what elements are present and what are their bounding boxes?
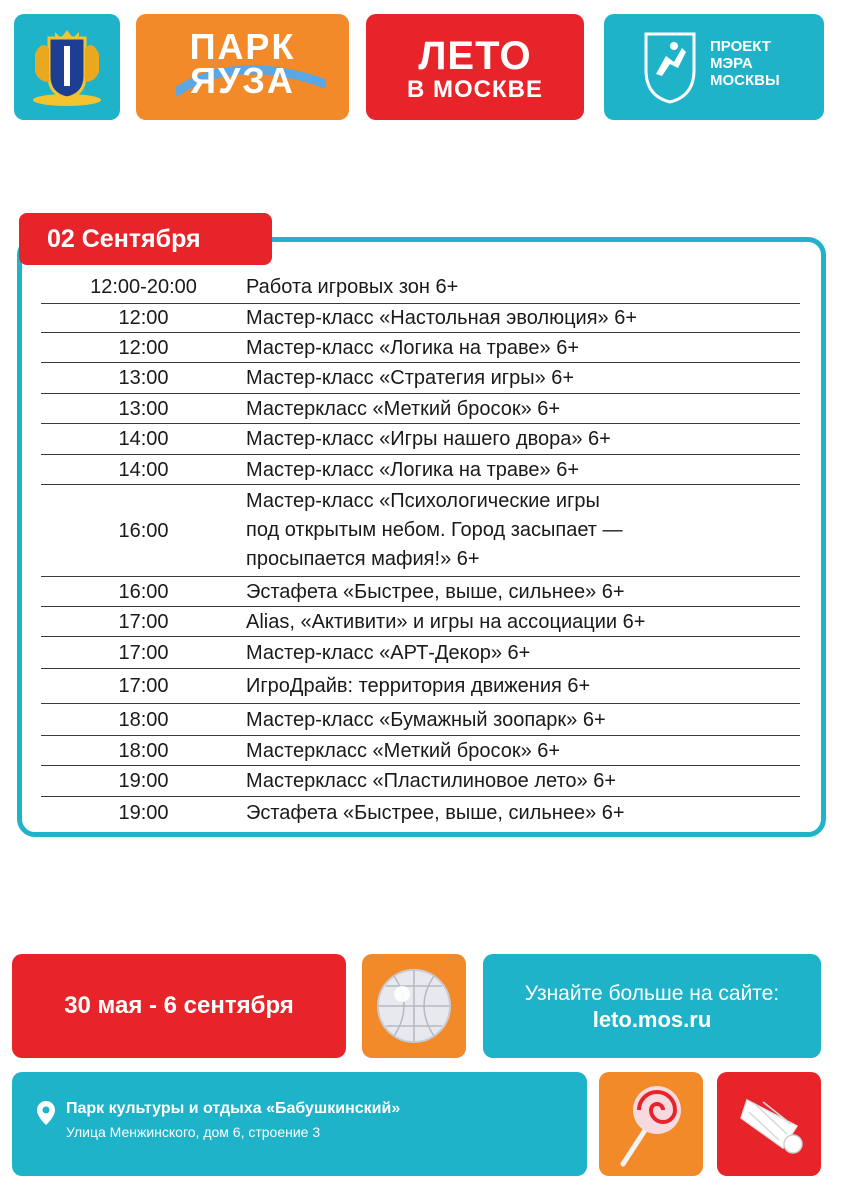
row-event: Эстафета «Быстрее, выше, сильнее» 6+ — [246, 801, 625, 824]
row-event: Работа игровых зон 6+ — [246, 275, 459, 298]
row-time: 17:00 — [118, 610, 169, 633]
schedule-row — [41, 363, 800, 394]
mayor-logo-line-1: ПРОЕКТ — [710, 38, 771, 55]
lollipop-icon — [609, 1080, 693, 1168]
park-logo-line-1: ПАРК — [189, 26, 296, 67]
row-event: Мастер-класс «Бумажный зоопарк» 6+ — [246, 708, 606, 731]
shuttlecock-tile — [717, 1072, 821, 1176]
schedule-row — [41, 766, 800, 797]
mayor-project-logo — [604, 14, 824, 120]
schedule-row — [41, 637, 800, 669]
row-event: Мастеркласс «Меткий бросок» 6+ — [246, 397, 561, 420]
schedule-row — [41, 455, 800, 485]
row-time: 14:00 — [118, 458, 169, 481]
row-time: 12:00 — [118, 336, 169, 359]
website-label: Узнайте больше на сайте: — [524, 982, 780, 1005]
row-event: ИгроДрайв: территория движения 6+ — [246, 675, 591, 697]
schedule-row — [41, 394, 800, 424]
schedule-row — [41, 333, 800, 363]
row-time: 18:00 — [118, 708, 169, 731]
district-logo — [14, 14, 120, 120]
row-time: 14:00 — [118, 428, 169, 450]
row-time: 19:00 — [118, 770, 169, 792]
festival-dates: 30 мая - 6 сентября — [12, 954, 346, 1058]
leto-logo-line-2: В МОСКВЕ — [407, 76, 543, 103]
schedule-row — [41, 704, 800, 736]
schedule-row — [41, 577, 800, 607]
row-event: Мастер-класс «Игры нашего двора» 6+ — [246, 428, 611, 450]
row-event: Мастер-класс «Логика на траве» 6+ — [246, 336, 580, 359]
mayor-logo-line-3: МОСКВЫ — [710, 72, 780, 89]
park-yauza-logo — [136, 14, 349, 120]
mayor-logo-line-2: МЭРА — [710, 55, 753, 72]
website-tile — [483, 954, 821, 1058]
schedule-row — [41, 424, 800, 455]
row-event: Мастер-класс «АРТ-Декор» 6+ — [246, 641, 531, 664]
website-link[interactable]: leto.mos.ru — [592, 1007, 712, 1032]
leto-v-moskve-logo — [366, 14, 584, 120]
schedule-date: 02 Сентября — [19, 213, 272, 265]
shuttlecock-icon — [727, 1082, 811, 1166]
row-time: 16:00 — [118, 580, 169, 603]
row-event: Мастеркласс «Пластилиновое лето» 6+ — [246, 770, 617, 792]
row-event: Эстафета «Быстрее, выше, сильнее» 6+ — [246, 580, 625, 603]
address-street: Улица Менжинского, дом 6, строение 3 — [66, 1124, 321, 1140]
row-event: Мастер-класс «Логика на траве» 6+ — [246, 458, 580, 481]
row-time: 12:00-20:00 — [90, 275, 197, 298]
row-time: 13:00 — [118, 367, 169, 389]
row-event: Мастер-класс «Психологические игры под открытым небом. Город засыпает — просыпается мафия!» 6+ — [246, 490, 623, 570]
park-logo-line-2: ЯУЗА — [190, 60, 295, 101]
schedule-row — [41, 485, 800, 577]
schedule-row — [41, 669, 800, 704]
schedule-row — [41, 304, 800, 333]
disco-ball-tile — [362, 954, 466, 1058]
address-name: Парк культуры и отдыха «Бабушкинский» — [66, 1100, 401, 1117]
address-tile — [12, 1072, 587, 1176]
row-time: 12:00 — [118, 307, 169, 329]
row-time: 18:00 — [118, 739, 169, 762]
lollipop-tile — [599, 1072, 703, 1176]
district-coat-of-arms-icon — [27, 24, 107, 110]
schedule-row — [41, 797, 800, 828]
location-pin-icon — [36, 1100, 56, 1126]
row-time: 17:00 — [118, 675, 169, 697]
schedule-rows — [41, 270, 800, 828]
row-event: Alias, «Активити» и игры на ассоциации 6+ — [246, 610, 646, 633]
disco-ball-icon — [372, 964, 456, 1048]
row-event: Мастеркласс «Меткий бросок» 6+ — [246, 739, 561, 762]
row-time: 17:00 — [118, 641, 169, 664]
row-time: 16:00 — [118, 519, 169, 542]
row-event: Мастер-класс «Стратегия игры» 6+ — [246, 367, 575, 389]
leto-logo-line-1: ЛЕТО — [418, 34, 532, 78]
row-time: 19:00 — [118, 801, 169, 824]
schedule-row — [41, 270, 800, 304]
row-event: Мастер-класс «Настольная эволюция» 6+ — [246, 307, 638, 329]
schedule-row — [41, 736, 800, 766]
row-time: 13:00 — [118, 397, 169, 420]
schedule-row — [41, 607, 800, 637]
moscow-coat-of-arms-icon — [642, 30, 698, 104]
